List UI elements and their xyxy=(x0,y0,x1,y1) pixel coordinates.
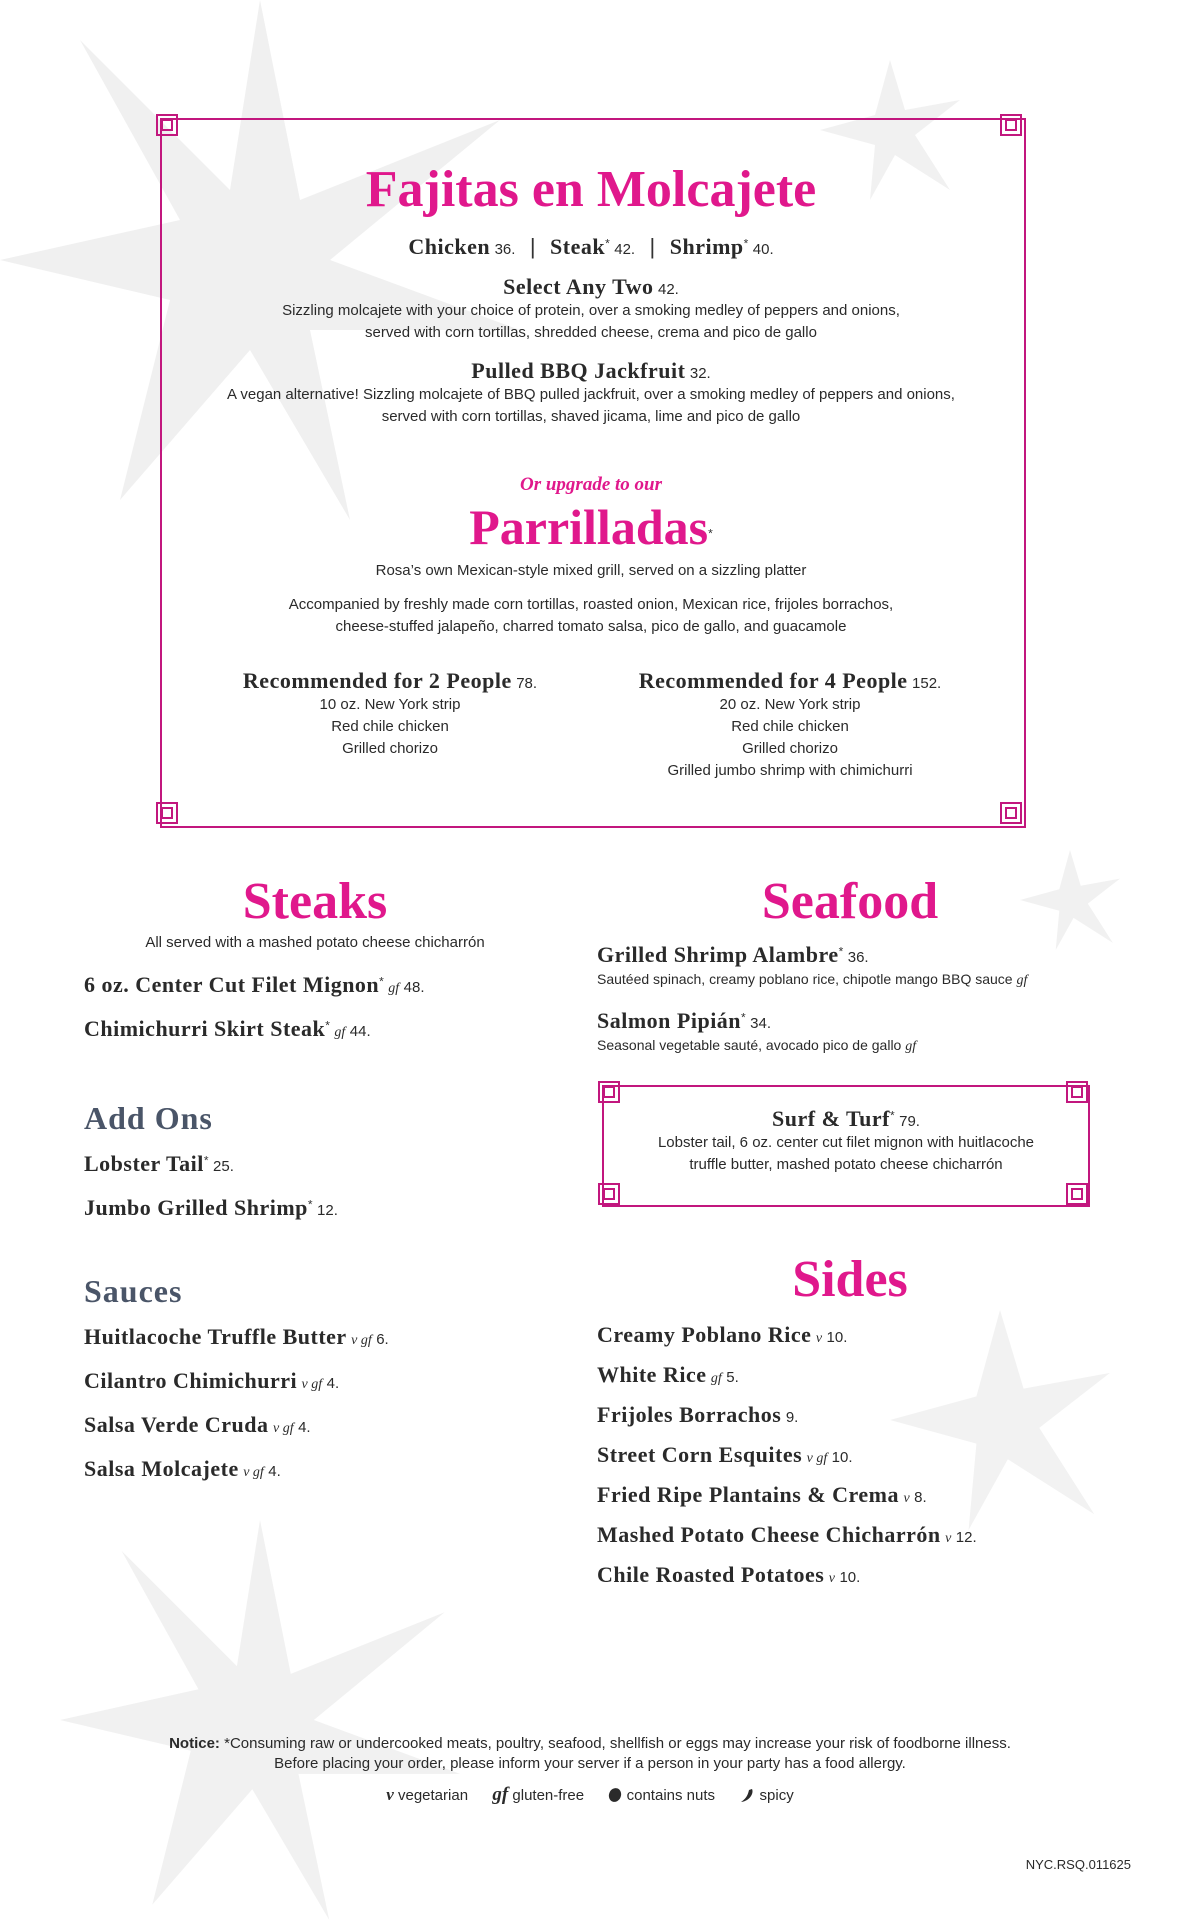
menu-item xyxy=(84,1195,564,1221)
price: 9. xyxy=(785,1409,799,1426)
menu-item xyxy=(597,1562,1097,1588)
divider: | xyxy=(649,234,656,259)
menu-item xyxy=(597,1442,1097,1468)
price: 5. xyxy=(726,1369,739,1386)
price: 10. xyxy=(826,1329,848,1346)
item-name: Huitlacoche Truffle Butter xyxy=(84,1324,347,1349)
price: 32. xyxy=(689,365,711,382)
corner-ornament-icon xyxy=(1066,1081,1088,1103)
star-mark: * xyxy=(838,944,844,959)
diet-tag: gf xyxy=(905,1039,917,1054)
diet-tag: gf xyxy=(710,1371,722,1386)
contains-nuts-label: contains nuts xyxy=(626,1787,716,1804)
menu-item xyxy=(84,1368,564,1394)
star-mark: * xyxy=(379,974,384,989)
protein-shrimp: Shrimp xyxy=(669,234,744,259)
steaks-subtitle: All served with a mashed potato cheese chicharrón xyxy=(145,934,485,951)
star-decoration-icon xyxy=(20,1520,500,1920)
price: 8. xyxy=(914,1489,927,1506)
parrillada-two xyxy=(190,668,590,760)
surf-turf-description: Lobster tail, 6 oz. center cut filet mignon with huitlacoche xyxy=(657,1134,1035,1151)
price: 10. xyxy=(831,1449,853,1466)
select-any-two: Select Any Two xyxy=(503,274,654,299)
star-mark: * xyxy=(605,236,610,251)
menu-item xyxy=(597,1402,1097,1428)
list-item: 10 oz. New York strip xyxy=(319,696,461,713)
diet-tag: v xyxy=(945,1531,952,1546)
upgrade-label: Or upgrade to our xyxy=(520,474,662,495)
jackfruit-name: Pulled BBQ Jackfruit xyxy=(471,358,686,383)
corner-ornament-icon xyxy=(1066,1183,1088,1205)
star-mark: * xyxy=(743,236,749,251)
parrilladas-title: Parrilladas xyxy=(469,499,709,555)
list-item: 20 oz. New York strip xyxy=(719,696,861,713)
item-name: Cilantro Chimichurri xyxy=(84,1368,298,1393)
jackfruit-description: A vegan alternative! Sizzling molcajete of BBQ pulled jackfruit, over a smoking medley of peppers and onions, xyxy=(227,386,955,403)
sauces-title: Sauces xyxy=(84,1273,183,1309)
price: 12. xyxy=(955,1529,977,1546)
divider: | xyxy=(529,234,536,259)
star-mark: * xyxy=(203,1153,209,1168)
item-name: Frijoles Borrachos xyxy=(597,1402,782,1427)
item-name: Grilled Shrimp Alambre xyxy=(597,942,839,967)
item-name: Salsa Molcajete xyxy=(84,1456,239,1481)
corner-ornament-icon xyxy=(598,1183,620,1205)
list-item: Red chile chicken xyxy=(331,718,449,735)
price: 4. xyxy=(298,1419,311,1436)
fajitas-description: Sizzling molcajete with your choice of protein, over a smoking medley of peppers and onions, xyxy=(282,302,900,319)
price: 44. xyxy=(349,1023,371,1040)
star-mark: * xyxy=(741,1010,746,1025)
item-description xyxy=(597,968,1097,992)
legend xyxy=(60,1784,1120,1806)
diet-tag: gf xyxy=(388,981,400,996)
price: 34. xyxy=(750,1015,772,1032)
addons-title: Add Ons xyxy=(84,1100,213,1136)
parrilladas-description: Rosa’s own Mexican-style mixed grill, served on a sizzling platter xyxy=(375,562,807,579)
price: 36. xyxy=(847,949,869,966)
price: 78. xyxy=(516,675,538,692)
corner-ornament-icon xyxy=(156,114,178,136)
menu-item xyxy=(597,1322,1097,1348)
fajitas-title: Fajitas en Molcajete xyxy=(365,161,817,218)
price: 48. xyxy=(403,979,425,996)
diet-tag: v gf xyxy=(301,1377,323,1392)
price: 6. xyxy=(376,1331,389,1348)
item-name: 6 oz. Center Cut Filet Mignon xyxy=(84,972,380,997)
fajitas-description: served with corn tortillas, shredded cheese, crema and pico de gallo xyxy=(365,324,817,341)
star-mark: * xyxy=(325,1018,330,1033)
star-mark: * xyxy=(708,526,713,541)
item-name: Jumbo Grilled Shrimp xyxy=(84,1195,308,1220)
price: 40. xyxy=(752,241,774,258)
menu-item xyxy=(84,1456,564,1482)
diet-tag: v gf xyxy=(806,1451,828,1466)
price: 4. xyxy=(326,1375,340,1392)
menu-item xyxy=(597,1362,1097,1388)
price: 42. xyxy=(658,281,679,298)
menu-item xyxy=(597,1008,1097,1034)
diet-tag: v xyxy=(903,1491,910,1506)
parrilladas-accompaniments: cheese-stuffed jalapeño, charred tomato salsa, pico de gallo, and guacamole xyxy=(335,618,847,635)
price: 152. xyxy=(912,675,942,692)
corner-ornament-icon xyxy=(598,1081,620,1103)
diet-tag: v gf xyxy=(243,1465,264,1480)
parrillada-four-name: Recommended for 4 People xyxy=(638,668,908,693)
item-description-text: Seasonal vegetable sauté, avocado pico de gallo xyxy=(597,1037,902,1053)
item-name: Fried Ripe Plantains & Crema xyxy=(597,1482,900,1507)
nut-icon xyxy=(608,1787,622,1803)
diet-tag: v gf xyxy=(351,1333,372,1348)
list-item: Grilled chorizo xyxy=(342,740,438,757)
menu-item xyxy=(597,1482,1097,1508)
diet-tag: v gf xyxy=(273,1421,294,1436)
diet-tag: gf xyxy=(1016,973,1028,988)
gluten-free-symbol: gf xyxy=(492,1784,509,1805)
jackfruit-description: served with corn tortillas, shaved jicama, lime and pico de gallo xyxy=(381,408,801,425)
sides-title: Sides xyxy=(792,1251,908,1308)
parrillada-two-name: Recommended for 2 People xyxy=(242,668,512,693)
notice xyxy=(60,1734,1120,1774)
item-name: Chile Roasted Potatoes xyxy=(597,1562,825,1587)
surf-turf-name: Surf & Turf xyxy=(772,1106,890,1131)
star-mark: * xyxy=(890,1108,895,1123)
star-mark: * xyxy=(307,1197,313,1212)
vegetarian-symbol: v xyxy=(386,1785,394,1804)
corner-ornament-icon xyxy=(1000,802,1022,824)
diet-tag: gf xyxy=(334,1025,346,1040)
spicy-label: spicy xyxy=(759,1787,794,1804)
menu-item xyxy=(597,1522,1097,1548)
notice-label: Notice: xyxy=(169,1735,220,1752)
item-description xyxy=(597,1034,1097,1058)
diet-tag: v xyxy=(828,1571,835,1586)
parrilladas-accompaniments: Accompanied by freshly made corn tortillas, roasted onion, Mexican rice, frijoles borrachos, xyxy=(288,596,894,613)
item-name: Salmon Pipián xyxy=(597,1008,742,1033)
item-name: Street Corn Esquites xyxy=(597,1442,803,1467)
notice-text: Before placing your order, please inform your server if a person in your party has a food allergy. xyxy=(274,1755,906,1772)
price: 10. xyxy=(839,1569,861,1586)
item-description-text: Sautéed spinach, creamy poblano rice, chipotle mango BBQ sauce xyxy=(597,971,1013,987)
surf-turf xyxy=(602,1106,1090,1176)
menu-item xyxy=(84,1324,564,1350)
gluten-free-label: gluten-free xyxy=(512,1787,585,1804)
item-name: Lobster Tail xyxy=(84,1151,204,1176)
parrillada-four xyxy=(590,668,990,782)
list-item: Grilled jumbo shrimp with chimichurri xyxy=(667,762,913,779)
item-name: Mashed Potato Cheese Chicharrón xyxy=(597,1522,941,1547)
menu-item xyxy=(597,942,1097,968)
item-name: Creamy Poblano Rice xyxy=(597,1322,812,1347)
price: 36. xyxy=(494,241,516,258)
list-item: Red chile chicken xyxy=(731,718,849,735)
menu-code: NYC.RSQ.011625 xyxy=(1025,1857,1131,1872)
menu-item xyxy=(84,1016,564,1042)
menu-item xyxy=(84,972,564,998)
price: 25. xyxy=(213,1158,234,1175)
list-item: Grilled chorizo xyxy=(742,740,838,757)
price: 79. xyxy=(899,1113,920,1130)
chili-pepper-icon xyxy=(739,1787,755,1803)
diet-tag: v xyxy=(815,1331,823,1346)
price: 42. xyxy=(614,241,636,258)
protein-options xyxy=(160,234,1022,260)
menu-item xyxy=(84,1151,564,1177)
steaks-title: Steaks xyxy=(242,873,388,930)
protein-chicken: Chicken xyxy=(408,234,491,259)
notice-text: *Consuming raw or undercooked meats, poultry, seafood, shellfish or eggs may increase your risk of foodborne illness. xyxy=(224,1735,1011,1752)
vegetarian-label: vegetarian xyxy=(397,1787,469,1804)
corner-ornament-icon xyxy=(1000,114,1022,136)
corner-ornament-icon xyxy=(156,802,178,824)
surf-turf-description: truffle butter, mashed potato cheese chicharrón xyxy=(689,1156,1003,1173)
price: 12. xyxy=(317,1202,338,1219)
price: 4. xyxy=(268,1463,281,1480)
item-name: White Rice xyxy=(597,1362,707,1387)
seafood-title: Seafood xyxy=(761,873,939,930)
protein-steak: Steak xyxy=(550,234,606,259)
item-name: Chimichurri Skirt Steak xyxy=(84,1016,326,1041)
menu-item xyxy=(84,1412,564,1438)
item-name: Salsa Verde Cruda xyxy=(84,1412,269,1437)
